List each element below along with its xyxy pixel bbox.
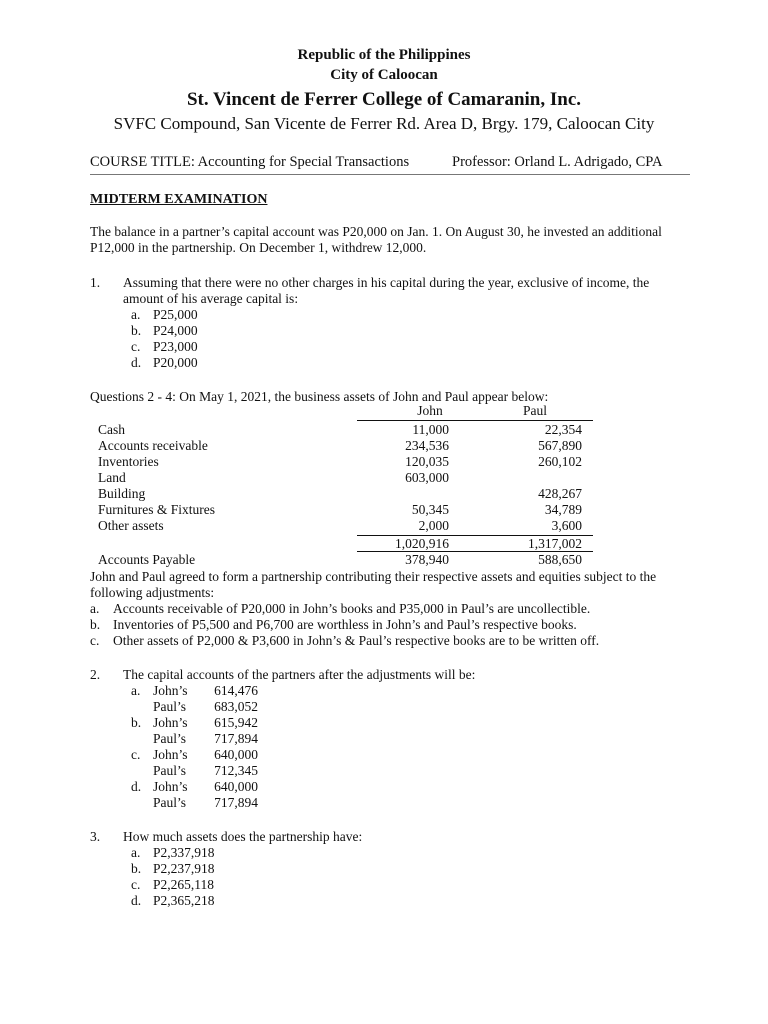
asset-row-john: 50,345 bbox=[411, 502, 449, 517]
accounts-payable-paul: 588,650 bbox=[538, 552, 582, 567]
header-city: City of Caloocan bbox=[330, 67, 438, 83]
asset-row-label: Cash bbox=[98, 422, 125, 437]
option-john-value: 640,000 bbox=[214, 779, 258, 794]
question-1-number: 1. bbox=[90, 275, 101, 290]
option-text: P2,365,218 bbox=[153, 893, 215, 908]
total-john: 1,020,916 bbox=[395, 536, 449, 551]
adjustment-text: Inventories of P5,500 and P6,700 are worthless in John’s and Paul’s respective books. bbox=[113, 617, 577, 632]
course-line bbox=[90, 154, 690, 171]
intro-line-1: The balance in a partner’s capital account was P20,000 on Jan. 1. On August 30, he invested an additional bbox=[90, 224, 662, 239]
option-letter: a. bbox=[131, 845, 141, 860]
adjustment-text: Accounts receivable of P20,000 in John’s books and P35,000 in Paul’s are uncollectible. bbox=[113, 601, 591, 616]
header-school-name: St. Vincent de Ferrer College of Camaranin, Inc. bbox=[186, 89, 582, 110]
option-letter: d. bbox=[131, 779, 142, 794]
option-letter: c. bbox=[131, 339, 141, 354]
course-title: COURSE TITLE: Accounting for Special Transactions bbox=[90, 154, 410, 170]
header-address: SVFC Compound, San Vicente de Ferrer Rd. Area D, Brgy. 179, Caloocan City bbox=[113, 114, 655, 133]
option-john-label: John’s bbox=[153, 715, 188, 730]
question-3-text: How much assets does the partnership have: bbox=[123, 829, 363, 844]
asset-row-paul: 3,600 bbox=[551, 518, 582, 533]
option-text: P23,000 bbox=[153, 339, 198, 354]
asset-row-label: Land bbox=[98, 470, 126, 485]
asset-row-john: 120,035 bbox=[405, 454, 449, 469]
option-john-label: John’s bbox=[153, 683, 188, 698]
option-letter: a. bbox=[131, 307, 141, 322]
adjustment-letter: b. bbox=[90, 617, 101, 632]
option-text: P2,237,918 bbox=[153, 861, 215, 876]
professor-name: Professor: Orland L. Adrigado, CPA bbox=[452, 154, 663, 170]
option-letter: b. bbox=[131, 323, 142, 338]
asset-row-john: 11,000 bbox=[412, 422, 449, 437]
option-text: P2,265,118 bbox=[153, 877, 215, 892]
asset-row-paul: 567,890 bbox=[538, 438, 582, 453]
question-1-text-line-1: Assuming that there were no other charges in his capital during the year, exclusive of income, the bbox=[123, 275, 650, 290]
option-paul-value: 683,052 bbox=[214, 699, 258, 714]
option-letter: a. bbox=[131, 683, 141, 698]
option-text: P24,000 bbox=[153, 323, 198, 338]
agreement-line-2: following adjustments: bbox=[90, 585, 215, 600]
questions-2-4-intro: Questions 2 - 4: On May 1, 2021, the business assets of John and Paul appear below: bbox=[90, 389, 549, 404]
asset-row-paul: 260,102 bbox=[538, 454, 582, 469]
question-2-text: The capital accounts of the partners after the adjustments will be: bbox=[123, 667, 476, 682]
option-letter: c. bbox=[131, 877, 141, 892]
option-letter: d. bbox=[131, 355, 142, 370]
col-header-paul: Paul bbox=[522, 403, 547, 418]
option-letter: b. bbox=[131, 715, 142, 730]
asset-row-label: Building bbox=[98, 486, 146, 501]
col-header-john: John bbox=[417, 403, 443, 418]
option-paul-label: Paul’s bbox=[153, 699, 187, 714]
agreement-line-1: John and Paul agreed to form a partnership contributing their respective assets and equities subject to the bbox=[90, 569, 657, 584]
header-republic: Republic of the Philippines bbox=[297, 47, 471, 63]
accounts-payable-label: Accounts Payable bbox=[98, 552, 196, 567]
option-letter: b. bbox=[131, 861, 142, 876]
option-text: P2,337,918 bbox=[153, 845, 215, 860]
asset-row-label: Accounts receivable bbox=[98, 438, 208, 453]
question-3-number: 3. bbox=[90, 829, 101, 844]
accounts-payable-john: 378,940 bbox=[405, 552, 449, 567]
option-paul-value: 717,894 bbox=[214, 795, 258, 810]
option-text: P25,000 bbox=[153, 307, 198, 322]
asset-row-paul: 428,267 bbox=[538, 486, 582, 501]
option-paul-value: 717,894 bbox=[214, 731, 258, 746]
question-2-number: 2. bbox=[90, 667, 101, 682]
adjustment-letter: a. bbox=[90, 601, 100, 616]
adjustment-text: Other assets of P2,000 & P3,600 in John’s & Paul’s respective books are to be written off. bbox=[113, 633, 600, 648]
asset-row-john: 234,536 bbox=[405, 438, 449, 453]
asset-row-paul: 22,354 bbox=[544, 422, 582, 437]
option-letter: d. bbox=[131, 893, 142, 908]
option-john-value: 640,000 bbox=[214, 747, 258, 762]
option-john-value: 615,942 bbox=[214, 715, 258, 730]
asset-row-label: Inventories bbox=[98, 454, 159, 469]
option-paul-label: Paul’s bbox=[153, 795, 187, 810]
header-divider bbox=[90, 174, 690, 175]
total-paul: 1,317,002 bbox=[528, 536, 582, 551]
option-paul-label: Paul’s bbox=[153, 731, 187, 746]
adjustment-letter: c. bbox=[90, 633, 100, 648]
asset-row-paul: 34,789 bbox=[544, 502, 582, 517]
option-letter: c. bbox=[131, 747, 141, 762]
option-john-label: John’s bbox=[153, 747, 188, 762]
asset-row-label: Furnitures & Fixtures bbox=[98, 502, 215, 517]
option-paul-label: Paul’s bbox=[153, 763, 187, 778]
asset-row-john: 2,000 bbox=[418, 518, 449, 533]
intro-line-2: P12,000 in the partnership. On December 1, withdrew 12,000. bbox=[90, 240, 427, 255]
option-text: P20,000 bbox=[153, 355, 198, 370]
option-paul-value: 712,345 bbox=[214, 763, 258, 778]
table-top-rule bbox=[357, 420, 593, 421]
option-john-value: 614,476 bbox=[214, 683, 258, 698]
exam-title: MIDTERM EXAMINATION bbox=[90, 192, 268, 207]
question-1-text-line-2: amount of his average capital is: bbox=[123, 291, 299, 306]
asset-row-label: Other assets bbox=[98, 518, 164, 533]
asset-row-john: 603,000 bbox=[405, 470, 449, 485]
option-john-label: John’s bbox=[153, 779, 188, 794]
